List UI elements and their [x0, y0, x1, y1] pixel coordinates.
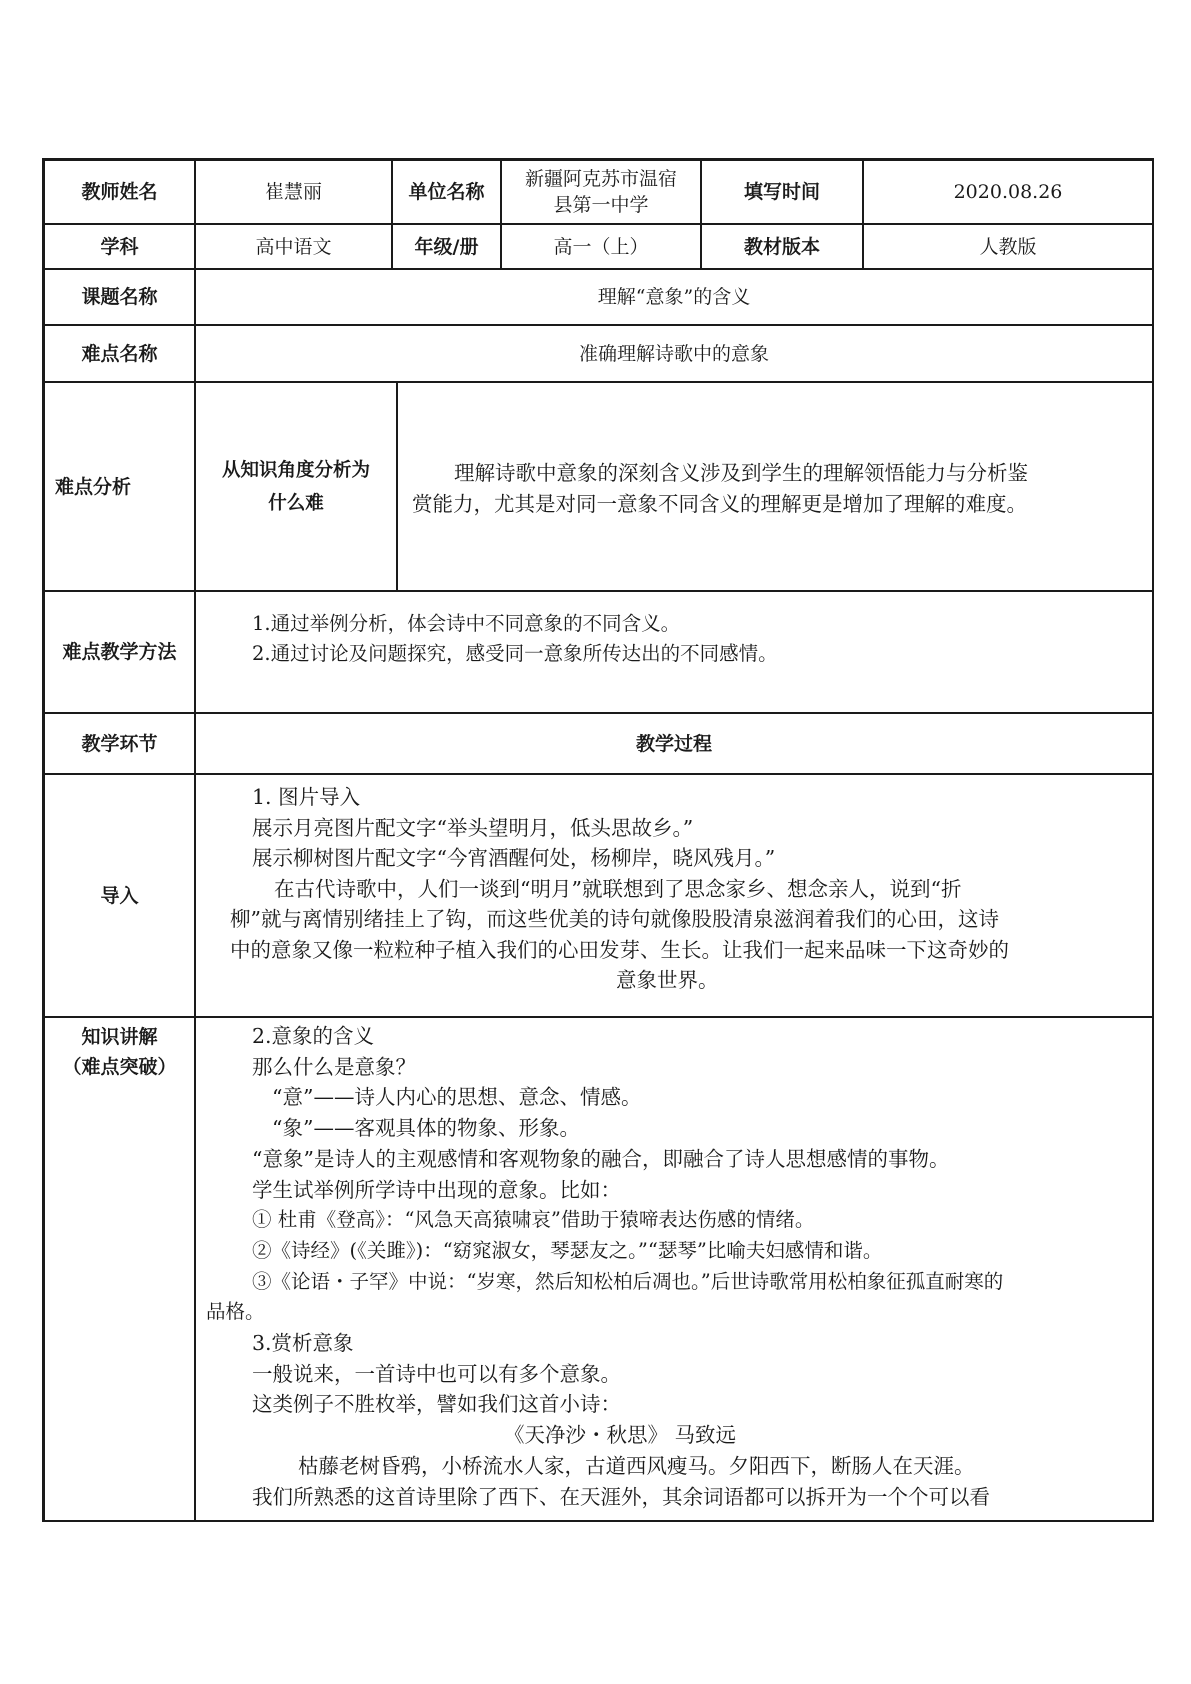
analysis-label: 难点分析 [55, 475, 132, 498]
knowledge-text-line: 那么什么是意象？ [252, 1054, 416, 1079]
teacher-name-label: 教师姓名 [81, 181, 158, 203]
knowledge-text-line: ③《论语・子罕》中说：“岁寒，然后知松柏后凋也。”后世诗歌常用松柏象征孤直耐寒的 [252, 1269, 1004, 1293]
method-text-line: 1.通过举例分析，体会诗中不同意象的不同含义。 [252, 612, 681, 635]
textbook-label: 教材版本 [743, 235, 820, 258]
analysis-sublabel [196, 383, 396, 590]
fill-date-label: 填写时间 [743, 181, 820, 203]
topic-value: 理解“意象”的含义 [597, 286, 751, 308]
knowledge-text-line: ① 杜甫《登高》：“风急天高猿啸哀”借助于猿啼表达伤感的情绪。 [252, 1208, 815, 1232]
knowledge-label-line: 知识讲解 [81, 1026, 158, 1048]
table-rule [42, 1520, 1154, 1522]
intro-text-line: 1. 图片导入 [252, 785, 361, 809]
knowledge-label [45, 1022, 194, 1082]
intro-text [206, 782, 1150, 996]
knowledge-text-line: ②《诗经》(《关雎》)：“窈窕淑女，琴瑟友之。”“瑟琴”比喻夫妇感情和谐。 [252, 1238, 883, 1262]
unit-name-label: 单位名称 [408, 181, 485, 203]
subject-label: 学科 [100, 235, 139, 258]
grade-label: 年级/册 [414, 235, 479, 258]
knowledge-text-line: 这类例子不胜枚举，譬如我们这首小诗： [252, 1392, 621, 1417]
knowledge-text [206, 1021, 1150, 1512]
knowledge-text-line: 品格。 [206, 1300, 265, 1324]
intro-text-line: 柳”就与离情别绪挂上了钩，而这些优美的诗句就像股股清泉滋润着我们的心田，这诗 [230, 907, 999, 931]
analysis-sublabel-line: 从知识角度分析为 [221, 459, 370, 481]
subject-value: 高中语文 [255, 235, 332, 258]
table-border-right [1152, 158, 1154, 1522]
table-rule [42, 590, 1154, 592]
intro-text-line: 展示月亮图片配文字“举头望明月，低头思故乡。” [252, 815, 694, 840]
poem-text-line: 枯藤老树昏鸦，小桥流水人家，古道西风瘦马。夕阳西下，断肠人在天涯。 [298, 1453, 975, 1478]
difficulty-value: 准确理解诗歌中的意象 [578, 342, 769, 365]
analysis-sublabel-line: 什么难 [268, 492, 324, 514]
process-header-label: 教学过程 [635, 732, 712, 755]
textbook-value: 人教版 [979, 235, 1037, 258]
intro-text-line: 中的意象又像一粒粒种子植入我们的心田发芽、生长。让我们一起来品味一下这奇妙的 [230, 937, 1009, 962]
intro-label: 导入 [100, 884, 139, 907]
method-text [252, 609, 1142, 669]
poem-title-line: 《天净沙・秋思》 马致远 [504, 1423, 737, 1448]
unit-name-value [502, 161, 700, 223]
knowledge-text-line: 一般说来，一首诗中也可以有多个意象。 [252, 1361, 621, 1386]
unit-name-line: 新疆阿克苏市温宿 [524, 168, 677, 190]
knowledge-text-line: 3.赏析意象 [252, 1331, 354, 1356]
analysis-text-line: 理解诗歌中意象的深刻含义涉及到学生的理解领悟能力与分析鉴 [454, 461, 1028, 485]
method-label: 难点教学方法 [62, 641, 177, 663]
table-rule [42, 773, 1154, 775]
table-rule [42, 1016, 1154, 1018]
knowledge-text-line: 学生试举例所学诗中出现的意象。比如： [252, 1177, 621, 1202]
unit-name-line: 县第一中学 [553, 194, 649, 216]
knowledge-text-line: 我们所熟悉的这首诗里除了西下、在天涯外，其余词语都可以拆开为一个个可以看 [252, 1484, 990, 1509]
knowledge-text-line: 2.意象的含义 [252, 1024, 375, 1048]
knowledge-text-line: “意”——诗人内心的思想、意念、情感。 [272, 1085, 642, 1110]
analysis-text-line: 赏能力，尤其是对同一意象不同含义的理解更是增加了理解的难度。 [412, 492, 1027, 516]
teacher-name-value: 崔慧丽 [264, 181, 322, 203]
intro-text-line: 展示柳树图片配文字“今宵酒醒何处，杨柳岸，晓风残月。” [252, 846, 776, 870]
knowledge-label-line: （难点突破） [62, 1056, 177, 1078]
method-text-line: 2.通过讨论及问题探究，感受同一意象所传达出的不同感情。 [252, 642, 778, 665]
fill-date-value: 2020.08.26 [953, 181, 1063, 203]
analysis-text [398, 458, 1152, 520]
knowledge-text-line: “意象”是诗人的主观感情和客观物象的融合，即融合了诗人思想感情的事物。 [252, 1146, 950, 1171]
stage-header-label: 教学环节 [81, 732, 158, 755]
intro-text-line: 在古代诗歌中，人们一谈到“明月”就联想到了思念家乡、想念亲人，说到“折 [274, 876, 962, 901]
grade-value: 高一（上） [553, 235, 649, 258]
intro-text-line: 意象世界。 [616, 968, 719, 992]
knowledge-text-line: “象”——客观具体的物象、形象。 [272, 1116, 580, 1141]
topic-label: 课题名称 [81, 286, 158, 308]
difficulty-label: 难点名称 [81, 342, 158, 365]
